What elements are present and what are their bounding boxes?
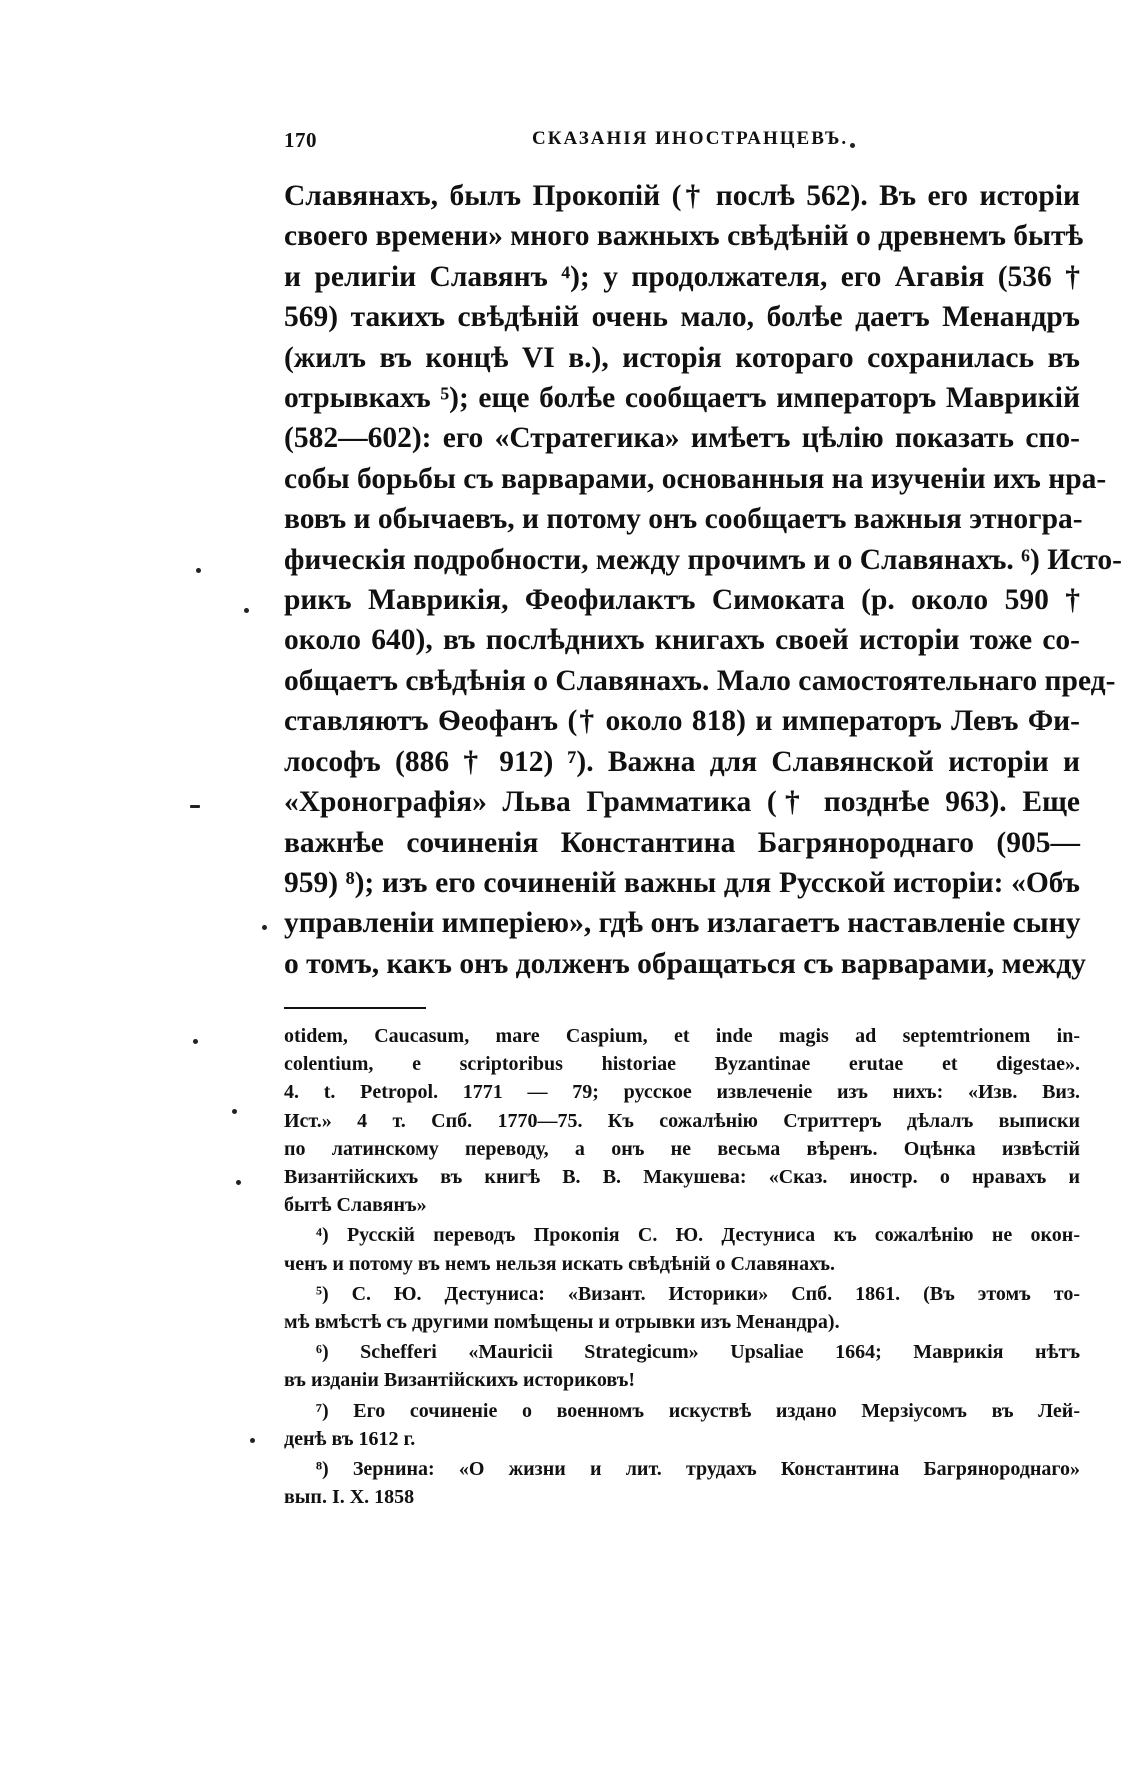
footnote-continued xyxy=(284,1022,1080,1219)
text-line: «Хронографія» Льва Грамматика († позднѣе 963). Еще xyxy=(284,786,1080,819)
footnote-line: ⁸) Зернина: «О жизни и лит. трудахъ Константина Багрянороднаго» xyxy=(316,1458,1080,1481)
text-line: лософъ (886 † 912) ⁷). Важна для Славянской исторіи и xyxy=(284,745,1080,778)
text-line: собы борьбы съ варварами, основанныя на изученіи ихъ нра- xyxy=(284,462,1107,495)
text-line: и религіи Славянъ ⁴); у продолжателя, его Агавія (536 † xyxy=(284,260,1080,293)
text-line: ставляютъ Ѳеофанъ († около 818) и императоръ Левъ Фи- xyxy=(284,705,1080,738)
footnote-line: мѣ вмѣстѣ съ другими помѣщены и отрывки изъ Менандра). xyxy=(284,1311,840,1334)
text-line: рикъ Маврикія, Феофилактъ Симоката (р. около 590 † xyxy=(284,584,1080,617)
footnote-line: ⁷) Его сочиненіе о военномъ искуствѣ издано Мерзіусомъ въ Лей- xyxy=(316,1399,1080,1422)
footnote-line: ⁶) Schefferi «Mauricii Strategicum» Upsaliae 1664; Маврикія нѣтъ xyxy=(316,1341,1080,1364)
footnote-line: въ изданіи Византійскихъ историковъ! xyxy=(284,1369,636,1392)
footnote-8 xyxy=(284,1455,1080,1511)
text-line: Славянахъ, былъ Прокопій († послѣ 562). Въ его исторіи xyxy=(284,180,1080,212)
text-line: вовъ и обычаевъ, и потому онъ сообщаетъ важныя этногра- xyxy=(284,503,1083,536)
page-header xyxy=(284,128,1080,160)
text-line: отрывкахъ ⁵); еще болѣе сообщаетъ императоръ Маврикій xyxy=(284,382,1080,415)
text-line: (жилъ въ концѣ VI в.), исторія котораго сохранилась въ xyxy=(284,341,1080,374)
text-line: управленіи имперіею», гдѣ онъ излагаетъ наставленіе сыну xyxy=(284,907,1081,940)
scan-speck xyxy=(244,608,249,613)
text-line: 959) ⁸); изъ его сочиненій важны для Русской исторіи: «Объ xyxy=(284,866,1080,899)
footnote-line: вып. I. X. 1858 xyxy=(284,1486,415,1509)
running-title: СКАЗАНІЯ ИНОСТРАНЦЕВЪ. xyxy=(532,128,849,149)
main-text xyxy=(284,176,1122,984)
footnote-line: 4. t. Petropol. 1771 — 79; русское извлеченіе изъ нихъ: «Изв. Виз. xyxy=(284,1081,1080,1104)
scan-speck xyxy=(262,925,267,930)
text-line: фическія подробности, между прочимъ и о Славянахъ. ⁶) Исто- xyxy=(284,543,1122,576)
scan-speck xyxy=(232,1109,237,1114)
footnote-line: Ист.» 4 т. Спб. 1770—75. Къ сожалѣнію Стриттеръ дѣлалъ выписки xyxy=(284,1109,1080,1132)
footnote-line: Византійскихъ въ книгѣ В. В. Макушева: «Сказ. иностр. о нравахъ и xyxy=(284,1166,1080,1189)
text-line: своего времени» много важныхъ свѣдѣній о древнемъ бытѣ xyxy=(284,220,1084,253)
text-line: общаетъ свѣдѣнія о Славянахъ. Мало самостоятельнаго пред- xyxy=(284,664,1116,697)
footnote-4 xyxy=(284,1221,1080,1277)
footnote-line: бытѣ Славянъ» xyxy=(284,1194,427,1217)
footnote-7 xyxy=(284,1397,1080,1453)
footnote-line: по латинскому переводу, а онъ не весьма вѣренъ. Оцѣнка извѣстій xyxy=(284,1137,1080,1160)
footnote-line: ⁵) С. Ю. Дестуниса: «Визант. Историки» Спб. 1861. (Въ этомъ то- xyxy=(316,1282,1080,1305)
scan-speck xyxy=(196,568,201,573)
footnote-line: ⁴) Русскій переводъ Прокопія С. Ю. Дестуниса къ сожалѣнію не окон- xyxy=(316,1224,1080,1247)
scan-speck xyxy=(236,1180,241,1185)
footnote-5 xyxy=(284,1280,1080,1336)
text-line: важнѣе сочиненія Константина Багрянороднаго (905— xyxy=(284,826,1080,859)
scan-speck xyxy=(850,143,855,148)
scan-speck xyxy=(190,805,200,808)
footnote-divider xyxy=(284,1007,426,1009)
footnotes-section xyxy=(284,1022,1080,1513)
footnote-line: денѣ въ 1612 г. xyxy=(284,1427,416,1450)
text-line: около 640), въ послѣднихъ книгахъ своей исторіи тоже со- xyxy=(284,624,1080,657)
footnote-line: otidem, Caucasum, mare Caspium, et inde magis ad septemtrionem in- xyxy=(284,1025,1080,1047)
footnote-line: ченъ и потому въ немъ нельзя искать свѣдѣній о Славянахъ. xyxy=(284,1252,835,1275)
scan-speck xyxy=(193,1039,198,1044)
footnote-line: colentium, e scriptoribus historiae Byzantinae erutae et digestae». xyxy=(284,1053,1080,1076)
main-paragraph xyxy=(284,176,1122,984)
text-line: 569) такихъ свѣдѣній очень мало, болѣе даетъ Менандръ xyxy=(284,301,1080,334)
page-number: 170 xyxy=(284,128,317,152)
footnote-6 xyxy=(284,1338,1080,1394)
text-line: (582—602): его «Стратегика» имѣетъ цѣлію показать спо- xyxy=(284,422,1080,455)
text-line: о томъ, какъ онъ долженъ обращаться съ варварами, между xyxy=(284,947,1086,980)
scan-speck xyxy=(250,1438,255,1443)
